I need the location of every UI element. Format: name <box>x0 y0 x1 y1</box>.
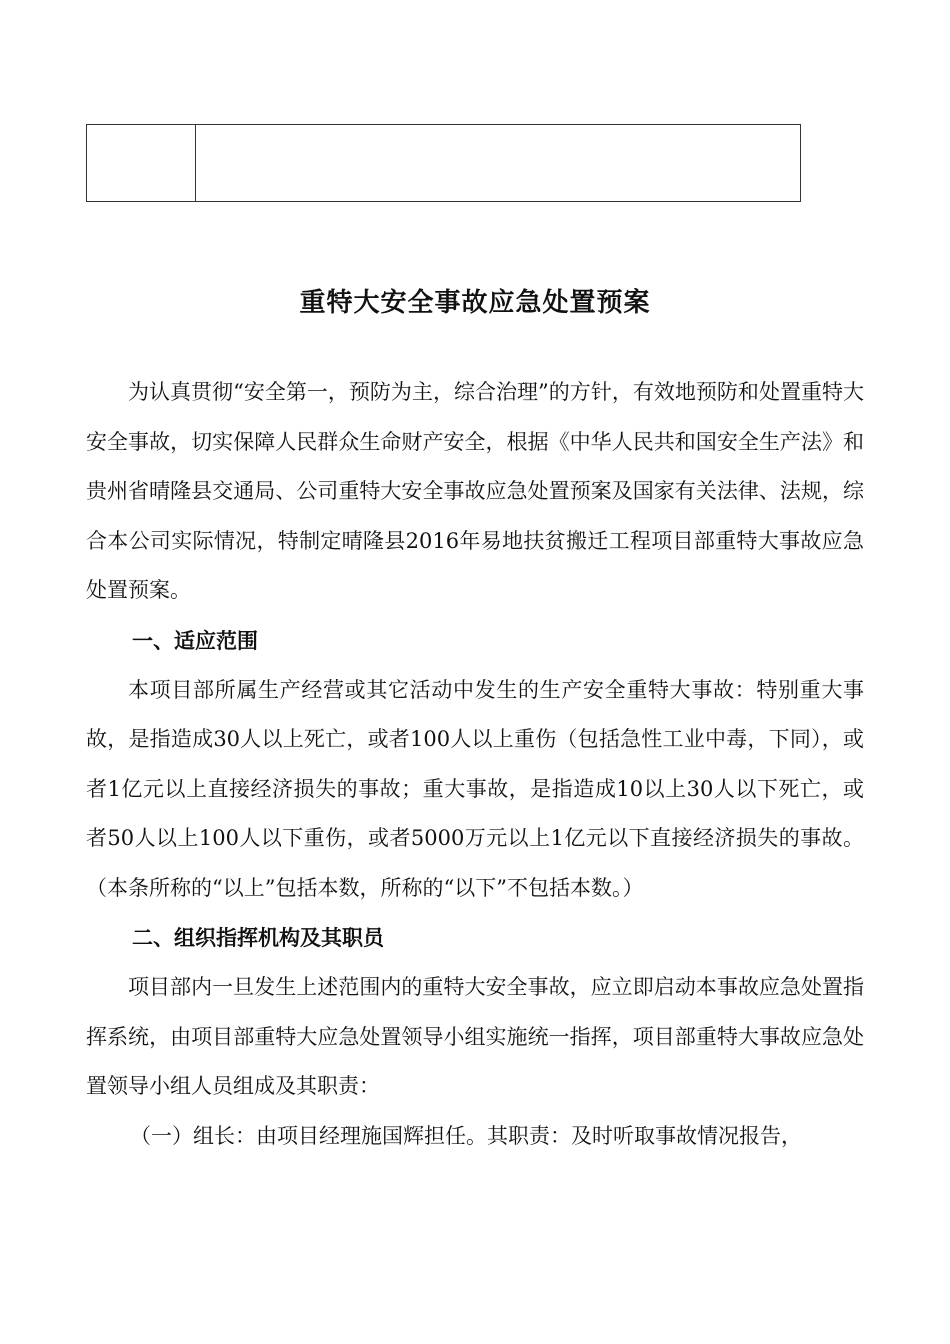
section-heading-organization: 二、组织指挥机构及其职员 <box>132 926 384 950</box>
header-table <box>86 124 801 202</box>
intro-paragraph: 为认真贯彻“安全第一，预防为主，综合治理”的方针，有效地预防和处置重特大安全事故，切实保障人民群众生命财产安全，根据《中华人民共和国安全生产法》和贵州省晴隆县交通局、公司重特大安全事故应急处置预案及国家有关法律、法规，综合本公司实际情况，特制定晴隆县2016年易地扶贫搬迁工程项目部重特大事故应急处置预案。 <box>86 380 864 602</box>
section-body-organization: 项目部内一旦发生上述范围内的重特大安全事故，应立即启动本事故应急处置指挥系统，由项目部重特大应急处置领导小组实施统一指挥，项目部重特大事故应急处置领导小组人员组成及其职责： <box>86 975 864 1098</box>
section-heading-scope: 一、适应范围 <box>132 628 258 653</box>
document-body <box>86 368 864 1161</box>
header-cell-right <box>196 125 800 201</box>
document-title: 重特大安全事故应急处置预案 <box>299 288 651 318</box>
list-item-group-leader: （一）组长：由项目经理施国辉担任。其职责：及时听取事故情况报告， <box>130 1123 802 1148</box>
section-body-scope: 本项目部所属生产经营或其它活动中发生的生产安全重特大事故：特别重大事故，是指造成30人以上死亡，或者100人以上重伤（包括急性工业中毒，下同），或者1亿元以上直接经济损失的事故；重大事故，是指造成10以上30人以下死亡，或者50人以上100人以下重伤，或者5000万元以上1亿元以下直接经济损失的事故。（本条所称的“以上”包括本数，所称的“以下”不包括本数。） <box>86 677 864 900</box>
header-cell-left <box>87 125 196 201</box>
